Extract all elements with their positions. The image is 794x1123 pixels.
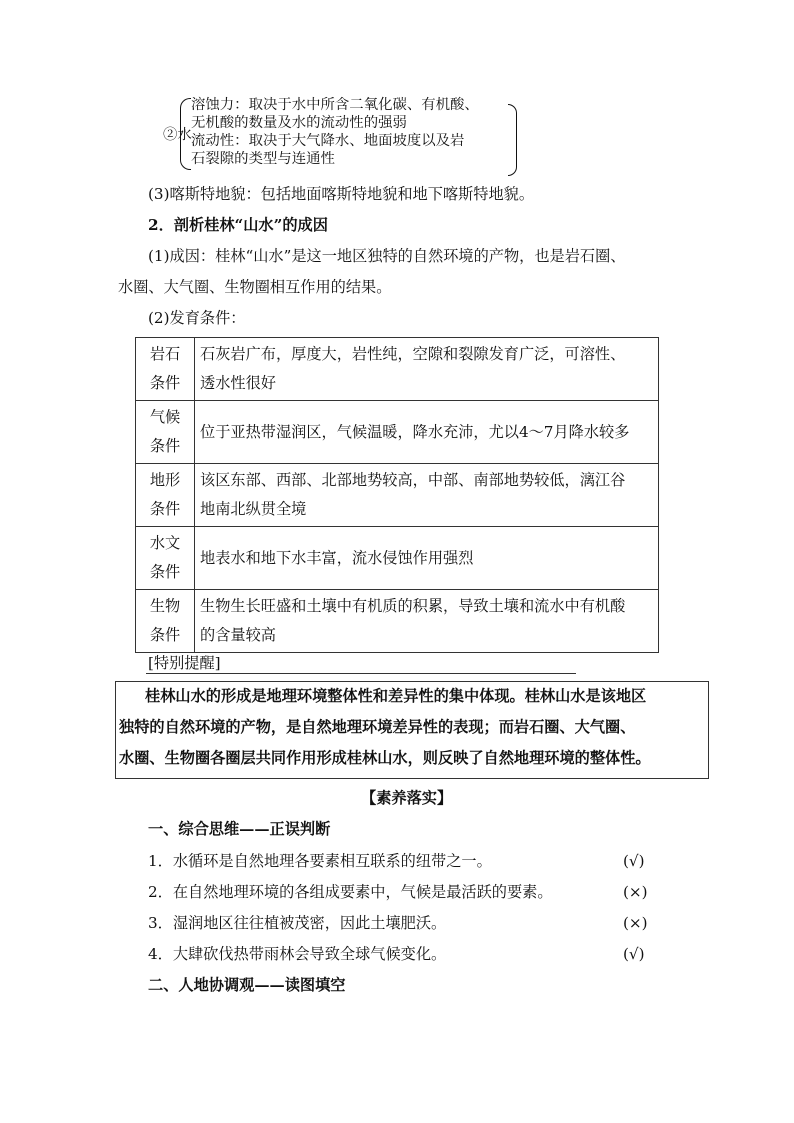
judgment-item-3: 3．湿润地区往往植被茂密，因此土壤肥沃。	[148, 914, 447, 932]
condition-desc-1: 石灰岩广布，厚度大，岩性纯，空隙和裂隙发育广泛，可溶性、	[200, 345, 626, 363]
dissolution-line-2: 无机酸的数量及水的流动性的强弱	[191, 115, 407, 131]
condition-name-cell	[136, 338, 195, 401]
table-row	[136, 527, 659, 590]
condition-name-cell	[136, 527, 195, 590]
reminder-label: [特别提醒]	[148, 654, 221, 672]
condition-desc-2: 的含量较高	[200, 626, 276, 644]
development-conditions-heading: (2)发育条件：	[148, 309, 246, 327]
judgment-item-1: 1．水循环是自然地理各要素相互联系的纽带之一。	[148, 852, 492, 870]
judgment-mark-3: (×)	[623, 914, 648, 932]
condition-name-2: 条件	[149, 500, 181, 518]
condition-desc-1: 地表水和地下水丰富，流水侵蚀作用强烈	[200, 548, 474, 567]
condition-name-1: 岩石	[149, 345, 181, 363]
condition-desc-1: 位于亚热带湿润区，气候温暖，降水充沛，尤以4～7月降水较多	[200, 422, 630, 441]
reminder-line-1: 桂林山水的形成是地理环境整体性和差异性的集中体现。桂林山水是该地区	[145, 687, 647, 705]
table-row	[136, 590, 659, 653]
condition-desc-cell	[195, 338, 659, 401]
condition-desc-1: 该区东部、西部、北部地势较高，中部、南部地势较低，漓江谷	[200, 471, 626, 489]
condition-name-2: 条件	[149, 374, 181, 392]
reminder-line-2: 独特的自然环境的产物，是自然地理环境差异性的表现；而岩石圈、大气圈、	[119, 718, 636, 736]
table-row	[136, 464, 659, 527]
reminder-underline	[146, 673, 576, 674]
right-brace	[508, 104, 517, 176]
condition-desc-2: 透水性很好	[200, 374, 276, 392]
condition-name-1: 气候	[149, 408, 181, 426]
condition-name-1: 地形	[149, 471, 181, 489]
judgment-item-2: 2．在自然地理环境的各组成要素中，气候是最活跃的要素。	[148, 883, 553, 901]
judgment-mark-4: (√)	[623, 945, 645, 963]
condition-name-2: 条件	[149, 563, 181, 581]
judgment-item-4: 4．大肆砍伐热带雨林会导致全球气候变化。	[148, 945, 447, 963]
judgment-mark-1: (√)	[623, 852, 645, 870]
conditions-table	[135, 337, 659, 653]
karst-types-text: (3)喀斯特地貌：包括地面喀斯特地貌和地下喀斯特地貌。	[148, 185, 535, 203]
table-row	[136, 338, 659, 401]
part-1-heading: 一、综合思维——正误判断	[148, 820, 331, 838]
condition-desc-cell	[195, 590, 659, 653]
condition-name-2: 条件	[149, 437, 181, 455]
water-label: ②水	[163, 127, 192, 143]
reminder-line-3: 水圈、生物圈各圈层共同作用形成桂林山水，则反映了自然地理环境的整体性。	[119, 749, 651, 767]
condition-desc-cell	[195, 464, 659, 527]
part-2-heading: 二、人地协调观——读图填空	[148, 976, 346, 994]
condition-desc-cell	[195, 527, 659, 590]
practice-title: 【素养落实】	[361, 789, 453, 807]
cause-line-1: (1)成因：桂林“山水”是这一地区独特的自然环境的产物，也是岩石圈、	[148, 247, 626, 265]
cause-line-2: 水圈、大气圈、生物圈相互作用的结果。	[118, 278, 392, 296]
condition-desc-1: 生物生长旺盛和土壤中有机质的积累，导致土壤和流水中有机酸	[200, 597, 626, 615]
dissolution-line-1: 溶蚀力：取决于水中所含二氧化碳、有机酸、	[191, 97, 479, 113]
condition-name-cell	[136, 401, 195, 464]
judgment-mark-2: (×)	[623, 883, 648, 901]
condition-name-1: 生物	[149, 597, 181, 615]
condition-name-2: 条件	[149, 626, 181, 644]
flow-line-1: 流动性：取决于大气降水、地面坡度以及岩	[191, 133, 465, 149]
section-2-heading: 2．剖析桂林“山水”的成因	[148, 216, 328, 234]
condition-desc-2: 地南北纵贯全境	[200, 500, 307, 518]
condition-name-cell	[136, 464, 195, 527]
condition-name-cell	[136, 590, 195, 653]
left-brace	[180, 98, 191, 170]
condition-desc-cell	[195, 401, 659, 464]
table-row	[136, 401, 659, 464]
flow-line-2: 石裂隙的类型与连通性	[191, 151, 335, 167]
condition-name-1: 水文	[149, 534, 181, 552]
